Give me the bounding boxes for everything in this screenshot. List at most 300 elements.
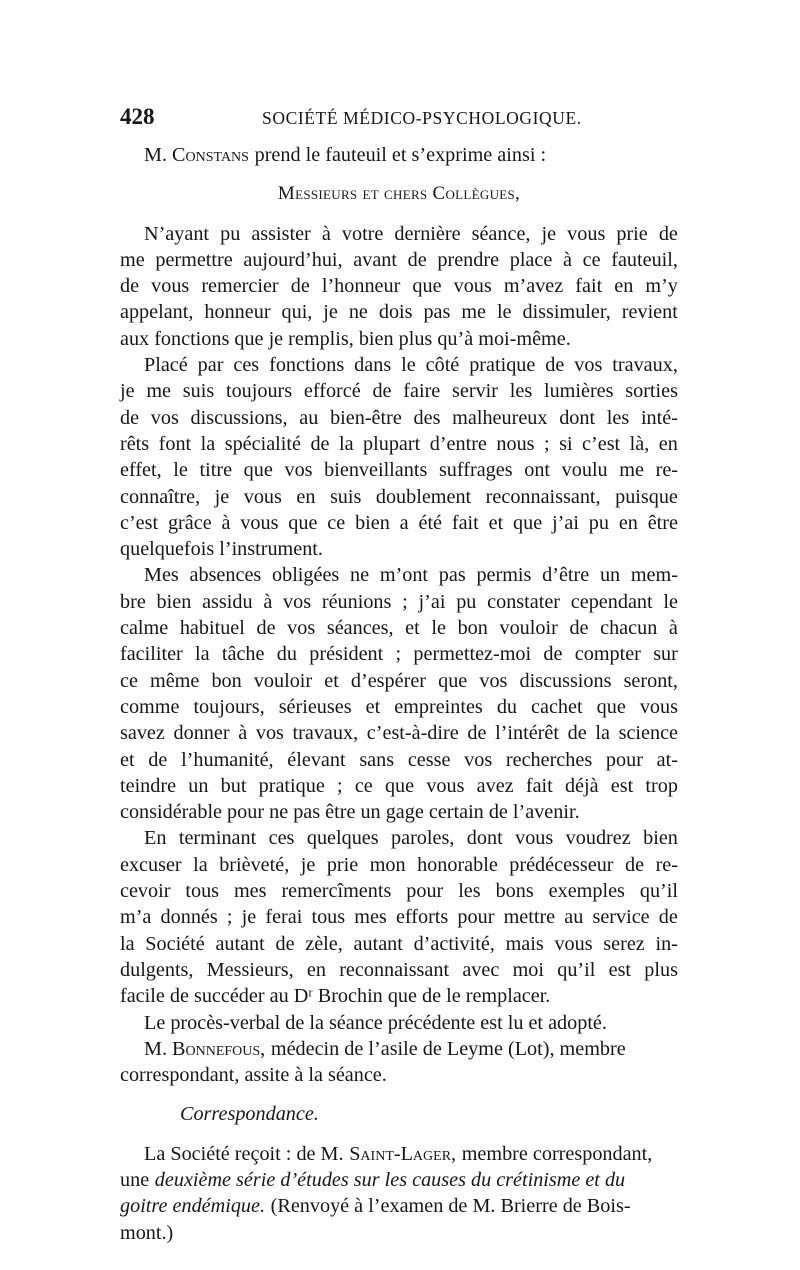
word: chacun xyxy=(600,617,658,640)
word: en xyxy=(306,958,326,981)
word: vos xyxy=(479,669,508,692)
word: travaux, xyxy=(292,722,359,745)
page-header xyxy=(120,104,680,134)
text-line xyxy=(120,273,678,299)
word: fauteuil, xyxy=(611,248,678,271)
word: de xyxy=(120,406,140,429)
paragraph-5 xyxy=(120,1010,678,1036)
word: vous xyxy=(151,275,190,298)
word: reconnaissant, xyxy=(485,485,601,508)
word: effet, xyxy=(120,459,162,482)
word: ; xyxy=(337,774,343,797)
word: dissimuler, xyxy=(522,301,611,324)
word: zèle, xyxy=(305,932,343,955)
word: calme xyxy=(120,617,169,640)
word: de xyxy=(290,275,310,298)
text-line: La Société reçoit : de M. Saint-Lager, membre correspondant, xyxy=(120,1141,678,1167)
word: le xyxy=(431,617,446,640)
word: du xyxy=(496,695,518,718)
word: bons xyxy=(495,880,534,903)
text-line xyxy=(120,378,678,404)
salutation: Messieurs et chers Collègues, xyxy=(277,183,521,205)
section-title: Correspondance. xyxy=(180,1103,319,1126)
word: N’ayant xyxy=(144,222,210,245)
word: pratique xyxy=(469,354,536,377)
word: à xyxy=(668,617,678,640)
word: nous xyxy=(496,432,535,455)
text-line: mont.) xyxy=(120,1221,174,1244)
word: tous xyxy=(185,880,220,903)
word: à xyxy=(562,248,572,271)
word: pas xyxy=(423,301,451,324)
word: de xyxy=(310,432,330,455)
word: brièveté, xyxy=(219,853,290,876)
word: mon xyxy=(369,853,406,876)
word: vouloir xyxy=(253,669,313,692)
word: et xyxy=(488,511,504,534)
text-line xyxy=(120,510,678,536)
word: avez xyxy=(476,774,514,797)
word: cevoir xyxy=(120,880,171,903)
text-line xyxy=(120,641,678,667)
word: de xyxy=(625,853,645,876)
word: la xyxy=(195,643,210,666)
word: de xyxy=(467,722,487,745)
text-line: Le procès-verbal de la séance précédente est lu et adopté. xyxy=(144,1011,607,1034)
word: sorties xyxy=(625,380,678,403)
word: en xyxy=(614,275,634,298)
text-line xyxy=(120,720,678,746)
paragraph-2 xyxy=(120,352,678,562)
word: d’être xyxy=(542,564,590,587)
word: prédécesseur xyxy=(509,853,614,876)
word: me xyxy=(619,459,644,482)
word: rêts xyxy=(120,432,150,455)
word: de xyxy=(120,275,140,298)
word: qu’il xyxy=(639,880,678,903)
word: assister xyxy=(251,222,311,245)
word: pu xyxy=(456,590,477,613)
word: bon xyxy=(457,617,488,640)
word: mes xyxy=(354,906,387,929)
word: connaître, xyxy=(120,485,201,508)
word: de xyxy=(658,906,678,929)
text-line xyxy=(120,747,678,773)
word: vos xyxy=(287,617,316,640)
word: sérieuses xyxy=(278,695,352,718)
text-line xyxy=(120,668,678,694)
word: les xyxy=(606,406,630,429)
paragraph-3 xyxy=(120,562,678,825)
word: m’avez xyxy=(503,275,564,298)
word: comme xyxy=(120,695,180,718)
word: un xyxy=(599,564,621,587)
word: bien-être xyxy=(330,406,402,429)
word: de xyxy=(567,722,587,745)
word: au xyxy=(564,906,584,929)
word: le xyxy=(663,590,678,613)
word: la xyxy=(200,432,216,455)
word: bon xyxy=(211,669,242,692)
word: bienveillants xyxy=(324,459,428,482)
word: de xyxy=(543,643,563,666)
text-line: aux fonctions que je remplis, bien plus qu’à moi-même. xyxy=(120,327,571,350)
word: voulu xyxy=(561,459,608,482)
word: de xyxy=(658,222,678,245)
text-line: goitre endémique. (Renvoyé à l’examen de M. Brierre de Bois- xyxy=(120,1193,678,1219)
word: et xyxy=(324,669,339,692)
word: en xyxy=(296,485,316,508)
word: mettre xyxy=(503,906,556,929)
word: de xyxy=(407,248,427,271)
word: que xyxy=(513,511,543,534)
word: place xyxy=(509,248,553,271)
word: science xyxy=(618,722,678,745)
word: ; xyxy=(402,590,408,613)
paragraph-6 xyxy=(120,1036,678,1089)
word: c’est xyxy=(120,511,159,534)
text-line xyxy=(120,931,678,957)
word: pratique xyxy=(258,774,325,797)
word: fonctions xyxy=(269,354,345,377)
word: in- xyxy=(655,932,678,955)
word: vous xyxy=(240,511,279,534)
word: de xyxy=(569,617,589,640)
word: à xyxy=(263,590,273,613)
word: de xyxy=(148,748,168,771)
member-name: Saint-Lager, xyxy=(349,1142,457,1165)
word: à xyxy=(221,511,231,534)
word: me xyxy=(146,380,172,403)
intro-line xyxy=(120,142,678,168)
word: bien xyxy=(156,590,192,613)
word: que xyxy=(243,459,273,482)
word: fait xyxy=(525,774,553,797)
word: mes xyxy=(233,880,267,903)
word: m’y xyxy=(645,275,678,298)
word: obligées xyxy=(272,564,340,587)
word: but xyxy=(220,774,247,797)
word: de xyxy=(256,617,276,640)
word: que xyxy=(412,275,442,298)
word: vos xyxy=(464,748,493,771)
word: et xyxy=(365,695,381,718)
word: moi xyxy=(512,958,544,981)
word: j’ai xyxy=(552,511,579,534)
word: des xyxy=(413,406,441,429)
word: terminant xyxy=(178,827,257,850)
word: Placé xyxy=(144,354,188,377)
text-line: une deuxième série d’études sur les causes du crétinisme et du xyxy=(120,1167,678,1193)
word: fait xyxy=(575,275,603,298)
word: avant xyxy=(353,248,397,271)
word: c’est xyxy=(582,432,621,455)
word: teindre xyxy=(120,774,177,797)
word: honorable xyxy=(417,853,498,876)
word: discussions xyxy=(519,669,612,692)
text-line: M. Bonnefous, médecin de l’asile de Leyme (Lot), membre xyxy=(120,1036,678,1062)
word: que xyxy=(596,695,626,718)
word: lumières xyxy=(543,380,614,403)
word: a xyxy=(399,511,409,534)
word: quelques xyxy=(306,827,379,850)
text-line xyxy=(120,825,678,851)
word: si xyxy=(559,432,573,455)
word: ce xyxy=(120,669,138,692)
word: en xyxy=(618,511,638,534)
word: élevant xyxy=(287,748,346,771)
word: vous xyxy=(639,695,678,718)
word: bien xyxy=(355,511,390,534)
word: autant xyxy=(353,932,403,955)
word: séance, xyxy=(471,222,531,245)
word: et xyxy=(120,748,135,771)
word: savez xyxy=(120,722,165,745)
word: déjà xyxy=(564,774,599,797)
word: plupart xyxy=(363,432,421,455)
italic-title: goitre endémique. xyxy=(120,1195,266,1218)
word: absences xyxy=(189,564,262,587)
word: d’espérer xyxy=(350,669,426,692)
word: côté xyxy=(425,354,460,377)
word: le xyxy=(496,301,512,324)
word: prendre xyxy=(437,248,500,271)
speaker-name: M. Constans xyxy=(144,144,249,166)
word: vous xyxy=(567,222,606,245)
word: avec xyxy=(462,958,500,981)
word: Messieurs, xyxy=(206,958,294,981)
word: je xyxy=(323,301,338,324)
word: j’ai xyxy=(418,590,446,613)
word: votre xyxy=(341,222,384,245)
word: là, xyxy=(629,432,650,455)
word: autant xyxy=(215,932,265,955)
word: at- xyxy=(656,748,678,771)
text-line: facile de succéder au Dʳ Brochin que de le remplacer. xyxy=(120,985,551,1008)
word: cependant xyxy=(570,590,653,613)
word: exemples xyxy=(548,880,625,903)
text-line xyxy=(120,299,678,325)
word: empreintes xyxy=(394,695,483,718)
word: la xyxy=(595,722,610,745)
word: sur xyxy=(653,643,678,666)
word: dont xyxy=(559,406,596,429)
word: par xyxy=(197,354,224,377)
page-body xyxy=(120,142,678,1246)
word: vous xyxy=(515,827,554,850)
word: pour xyxy=(605,748,643,771)
word: puisque xyxy=(615,485,678,508)
word: dans xyxy=(354,354,392,377)
word: spécialité xyxy=(224,432,301,455)
word: tous xyxy=(311,906,346,929)
word: travaux, xyxy=(612,354,678,377)
word: appelant, xyxy=(120,301,194,324)
word: les xyxy=(458,880,481,903)
word: ne xyxy=(348,301,368,324)
word: remercîments xyxy=(281,880,392,903)
word: ferai xyxy=(265,906,303,929)
word: sans xyxy=(359,748,395,771)
text-line xyxy=(120,852,678,878)
word: vos xyxy=(255,722,284,745)
word: c’est-à-dire xyxy=(366,722,459,745)
word: m’a xyxy=(120,906,152,929)
word: que xyxy=(288,511,318,534)
word: la xyxy=(193,853,208,876)
text-line xyxy=(120,904,678,930)
text-line xyxy=(120,694,678,720)
word: cachet xyxy=(531,695,583,718)
word: En xyxy=(144,827,167,850)
word: l’intérêt xyxy=(495,722,559,745)
word: dernière xyxy=(394,222,461,245)
word: plus xyxy=(644,958,678,981)
word: mais xyxy=(505,932,544,955)
word: m’ont xyxy=(379,564,429,587)
word: je xyxy=(241,906,257,929)
word: ce xyxy=(327,511,346,534)
word: du xyxy=(276,643,297,666)
word: un xyxy=(188,774,209,797)
word: cesse xyxy=(407,748,451,771)
word: donner xyxy=(173,722,230,745)
word: ont xyxy=(524,459,551,482)
word: font xyxy=(158,432,192,455)
text-line xyxy=(120,562,678,588)
text-line xyxy=(120,247,678,273)
text-line xyxy=(120,221,678,247)
word: est xyxy=(610,774,634,797)
text-line xyxy=(120,589,678,615)
word: constater xyxy=(487,590,561,613)
word: serez xyxy=(603,932,645,955)
word: vous xyxy=(426,774,465,797)
word: recherches xyxy=(505,748,593,771)
word: que xyxy=(438,669,468,692)
word: habituel xyxy=(179,617,245,640)
word: excuser xyxy=(120,853,182,876)
word: suis xyxy=(182,380,215,403)
word: compter xyxy=(574,643,641,666)
word: fait xyxy=(451,511,479,534)
word: re- xyxy=(655,853,678,876)
word: titre xyxy=(199,459,233,482)
word: de xyxy=(545,354,565,377)
word: efforcé xyxy=(303,380,361,403)
word: vous xyxy=(243,485,282,508)
word: vos xyxy=(283,590,312,613)
word: bien xyxy=(643,827,678,850)
running-title: SOCIÉTÉ MÉDICO-PSYCHOLOGIQUE. xyxy=(262,108,582,128)
word: ce xyxy=(354,774,373,797)
word: trop xyxy=(645,774,678,797)
word: toujours, xyxy=(193,695,265,718)
word: aujourd’hui, xyxy=(243,248,343,271)
word: me xyxy=(120,248,145,271)
word: honneur xyxy=(204,301,271,324)
word: permettez-moi xyxy=(413,643,532,666)
member-name: M. Bonnefous, xyxy=(144,1037,266,1060)
word: discussions, xyxy=(190,406,288,429)
text-line xyxy=(120,957,678,983)
word: la xyxy=(338,432,354,455)
page-number: 428 xyxy=(120,104,155,129)
word: prie xyxy=(616,222,648,245)
word: l’humanité, xyxy=(181,748,274,771)
word: été xyxy=(418,511,443,534)
text-line xyxy=(120,457,678,483)
word: Société xyxy=(145,932,205,955)
word: pour xyxy=(457,906,495,929)
word: président xyxy=(309,643,384,666)
word: remercier xyxy=(201,275,279,298)
word: ne xyxy=(350,564,370,587)
word: je xyxy=(120,380,135,403)
word: l’honneur xyxy=(321,275,401,298)
word: dont xyxy=(466,827,503,850)
word: ; xyxy=(395,643,402,666)
word: re- xyxy=(655,459,678,482)
word: reconnaissant xyxy=(339,958,450,981)
word: que xyxy=(384,774,415,797)
text-line xyxy=(120,352,678,378)
word: pu xyxy=(220,222,241,245)
word: je xyxy=(214,485,230,508)
word: me xyxy=(461,301,486,324)
word: réunions xyxy=(321,590,392,613)
word: revient xyxy=(621,301,678,324)
word: qu’il xyxy=(557,958,596,981)
text-line xyxy=(120,431,678,457)
word: assidu xyxy=(202,590,253,613)
word: la xyxy=(120,932,135,955)
word: pas xyxy=(438,564,466,587)
text-line xyxy=(120,615,678,641)
italic-title: deuxième série d’études sur les causes du crétinisme et du xyxy=(154,1168,626,1191)
word: bre xyxy=(120,590,146,613)
word: pu xyxy=(588,511,609,534)
word: suis xyxy=(329,485,362,508)
word: permis xyxy=(476,564,532,587)
word: vous xyxy=(554,932,593,955)
word: vos xyxy=(574,354,603,377)
word: toujours xyxy=(225,380,293,403)
word: permettre xyxy=(155,248,233,271)
paragraph-1 xyxy=(120,221,678,352)
word: malheureux xyxy=(452,406,548,429)
paragraph-4 xyxy=(120,825,678,1009)
text-line: quelquefois l’instrument. xyxy=(120,538,323,561)
word: mem- xyxy=(630,564,678,587)
intro-text: prend le fauteuil et s’exprime ainsi : xyxy=(254,144,547,166)
word: le xyxy=(401,354,416,377)
section-heading-line xyxy=(120,1101,678,1127)
word: vos xyxy=(284,459,313,482)
word: d’entre xyxy=(429,432,487,455)
word: ce xyxy=(582,248,601,271)
text-line: considérable pour ne pas être un gage certain de l’avenir. xyxy=(120,801,580,824)
word: à xyxy=(321,222,331,245)
word: tâche xyxy=(221,643,265,666)
word: grâce xyxy=(167,511,212,534)
word: seront, xyxy=(623,669,678,692)
word: je xyxy=(300,853,316,876)
word: qui, xyxy=(281,301,313,324)
word: de xyxy=(275,932,295,955)
word: ; xyxy=(226,906,233,929)
word: ces xyxy=(233,354,260,377)
